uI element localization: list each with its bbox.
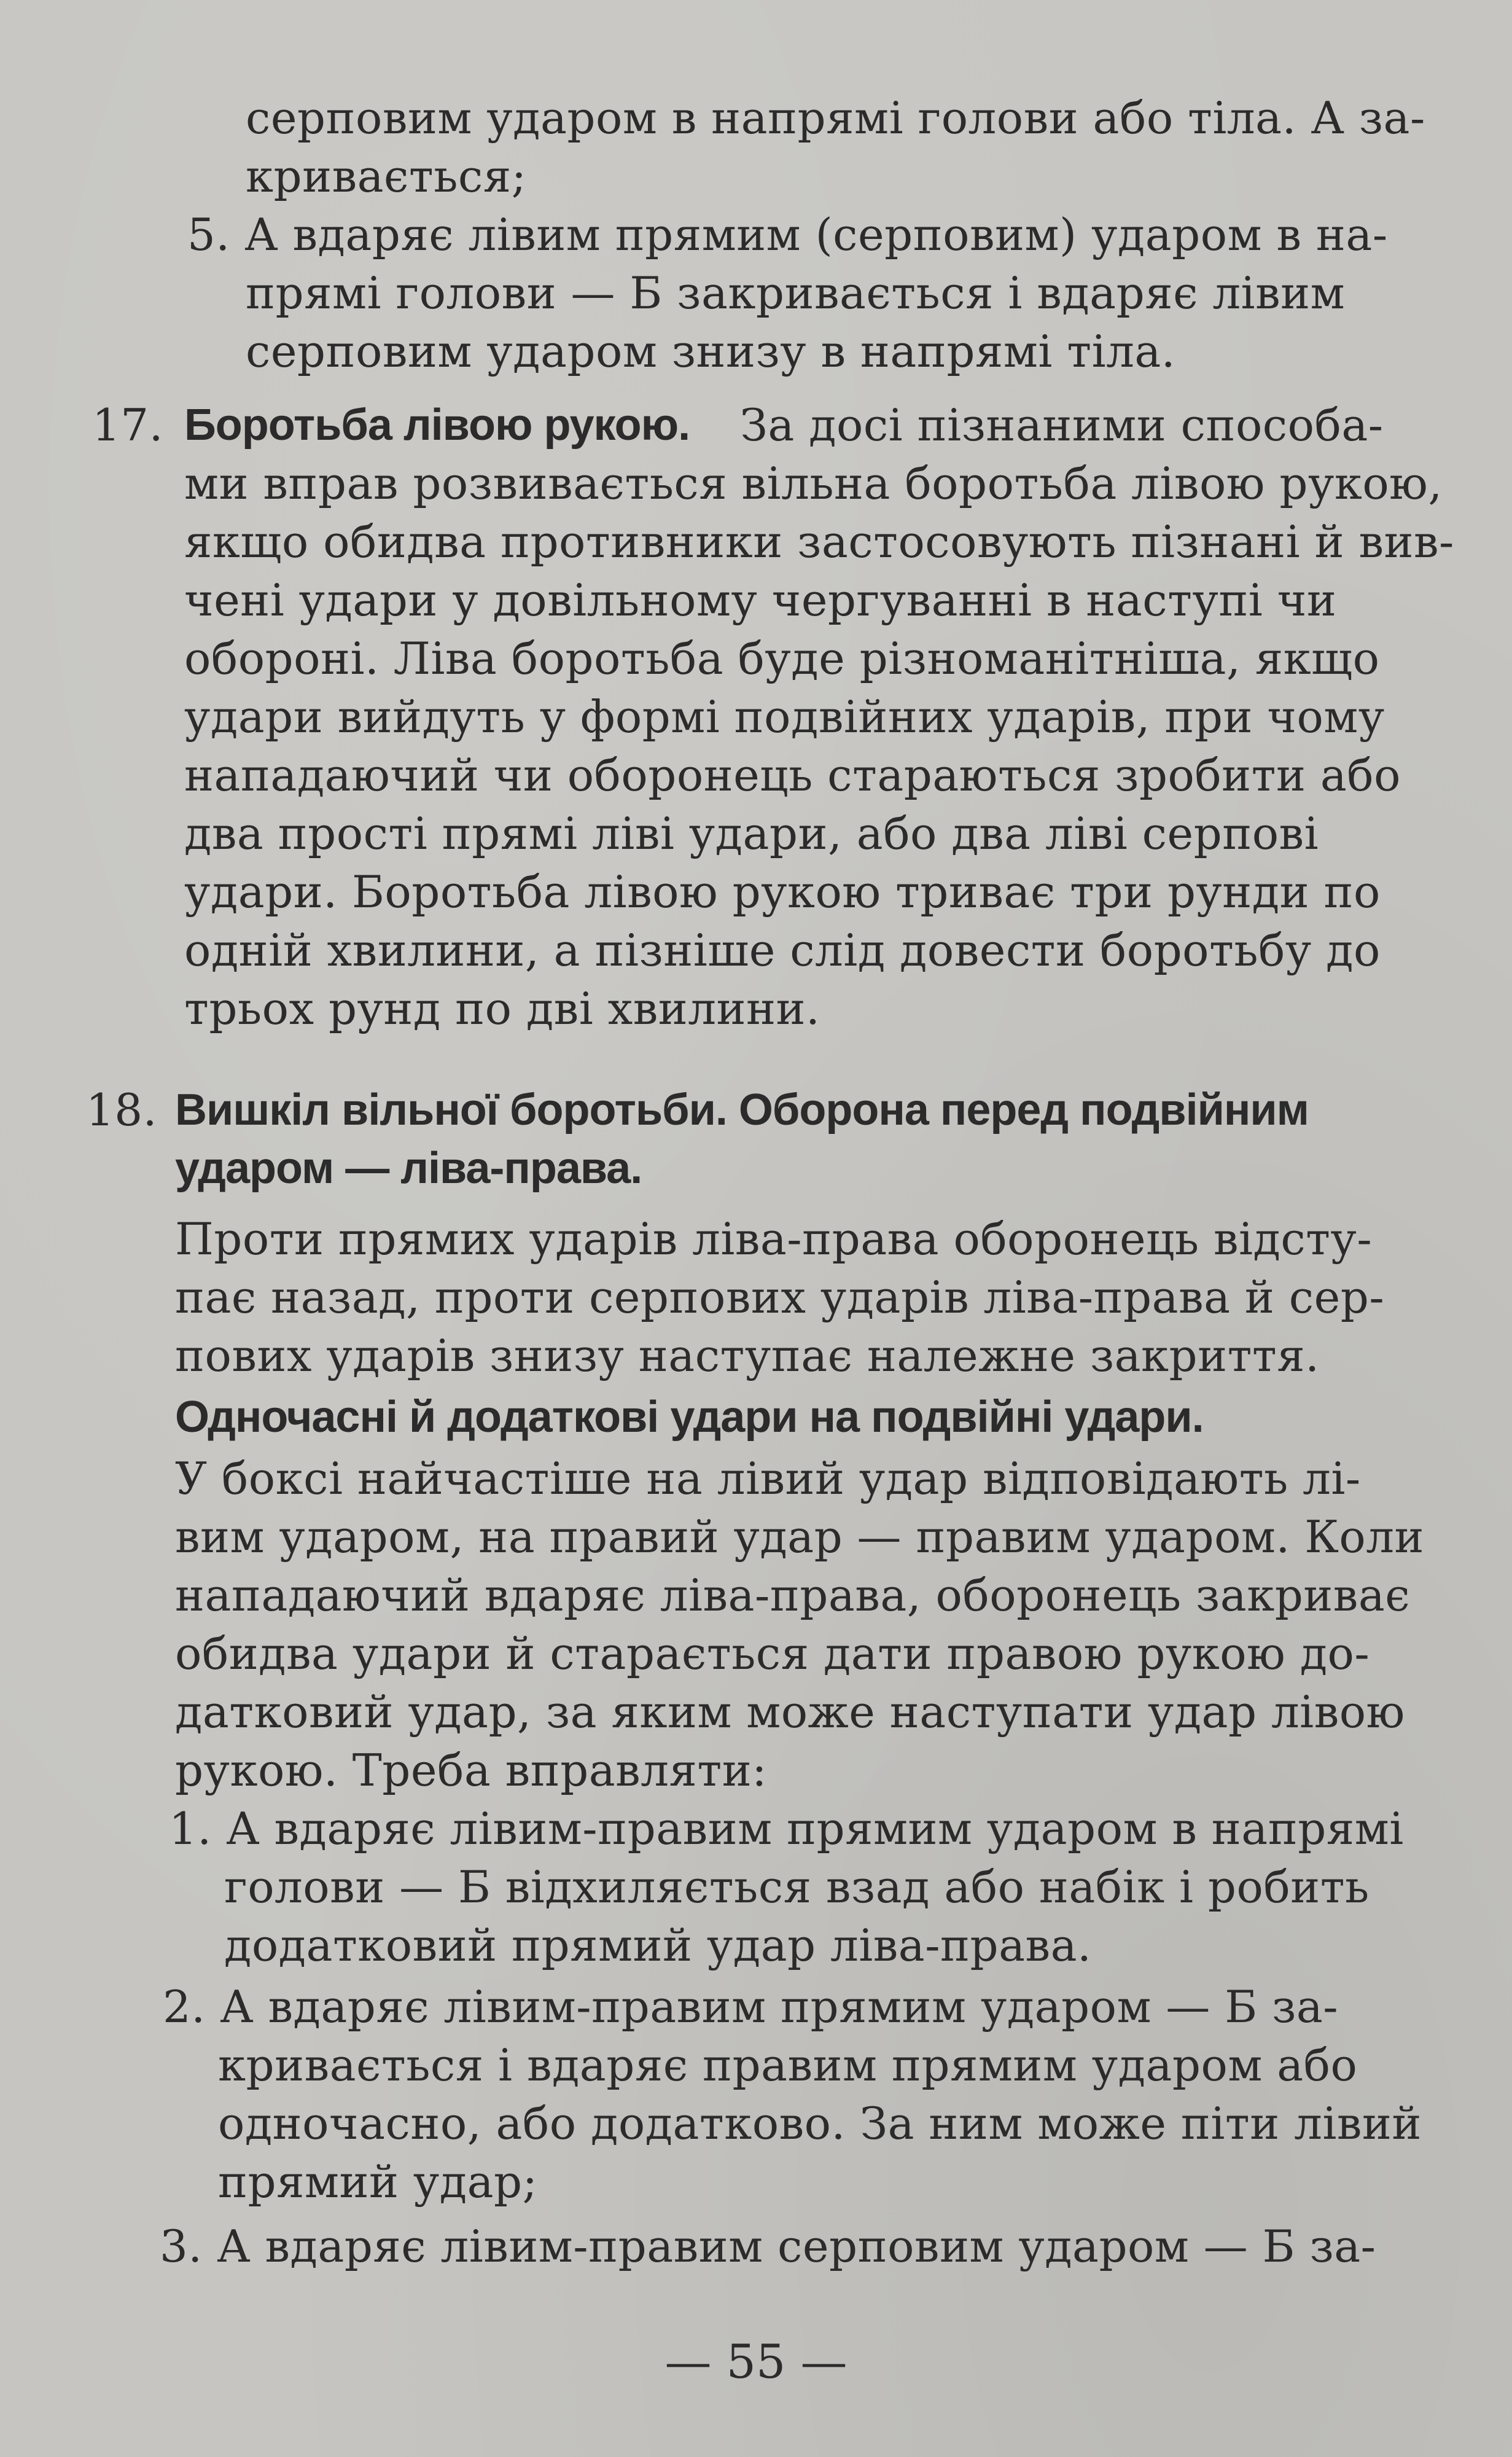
text-line: трьох рунд по дві хвилини. (184, 983, 820, 1034)
text-line: Проти прямих ударів ліва-права оборонець відсту- (175, 1213, 1373, 1265)
text-line: рукою. Треба вправляти: (175, 1744, 767, 1796)
text-line: За досі пізнаними способа- (740, 399, 1384, 451)
section-number: 18. (86, 1084, 158, 1136)
text-line: кривається і вдаряє правим прямим ударом або (218, 2039, 1358, 2091)
text-line: пає назад, проти серпових ударів ліва-права й сер- (175, 1271, 1385, 1323)
text-line: кривається; (246, 150, 527, 202)
text-line: прямі голови — Б закривається і вдаряє лівим (246, 267, 1346, 319)
text-line: ми вправ розвивається вільна боротьба лівою рукою, (184, 458, 1443, 509)
text-line: пових ударів знизу наступає належне закриття. (175, 1330, 1320, 1381)
text-line: два прості прямі ліві удари, або два ліві серпові (184, 808, 1319, 859)
text-line: чені удари у довільному чергуванні в наступі чи (184, 574, 1337, 626)
text-line: датковий удар, за яким може наступати удар лівою (175, 1686, 1405, 1738)
section-heading-line: Вишкіл вільної боротьби. Оборона перед подвійним (175, 1085, 1309, 1135)
section-heading-line: Боротьба лівою рукою. (184, 400, 690, 450)
text-line: голови — Б відхиляється взад або набік і робить (224, 1861, 1370, 1913)
text-line: прямий удар; (218, 2156, 538, 2208)
text-line: 1. А вдаряє лівим-правим прямим ударом в напрямі (169, 1803, 1404, 1854)
text-line: додатковий прямий удар ліва-права. (224, 1920, 1092, 1971)
section-number: 17. (92, 399, 164, 451)
text-line: удари вийдуть у формі подвійних ударів, при чому (184, 691, 1385, 743)
text-line: обидва удари й старається дати правою рукою до- (175, 1628, 1370, 1679)
text-line: серповим ударом знизу в напрямі тіла. (246, 326, 1176, 377)
text-line: якщо обидва противники застосовують пізнані й вив- (184, 516, 1454, 568)
text-line: обороні. Ліва боротьба буде різноманітніша, якщо (184, 633, 1380, 684)
text-line: вим ударом, на правий удар — правим ударом. Коли (175, 1511, 1424, 1563)
text-line: 3. А вдаряє лівим-правим серповим ударом — Б за- (160, 2221, 1376, 2272)
text-line: 5. А вдаряє лівим прямим (серповим) ударом в на- (187, 209, 1388, 260)
text-line: У боксі найчастіше на лівий удар відповідають лі- (175, 1453, 1361, 1504)
section-heading-line: ударом — ліва-права. (175, 1144, 642, 1193)
text-line: нападаючий чи оборонець стараються зробити або (184, 749, 1401, 801)
text-line: удари. Боротьба лівою рукою триває три рунди по (184, 866, 1381, 918)
text-line: 2. А вдаряє лівим-правим прямим ударом — Б за- (163, 1981, 1339, 2033)
text-line: серповим ударом в напрямі голови або тіла. А за- (246, 92, 1425, 144)
text-line: одній хвилини, а пізніше слід довести боротьбу до (184, 924, 1381, 976)
section-heading-line: Одночасні й додаткові удари на подвійні удари. (175, 1393, 1204, 1442)
page-number: — 55 — (664, 2334, 848, 2389)
text-line: одночасно, або додатково. За ним може піти лівий (218, 2098, 1422, 2149)
text-line: нападаючий вдаряє ліва-права, оборонець закриває (175, 1569, 1411, 1621)
